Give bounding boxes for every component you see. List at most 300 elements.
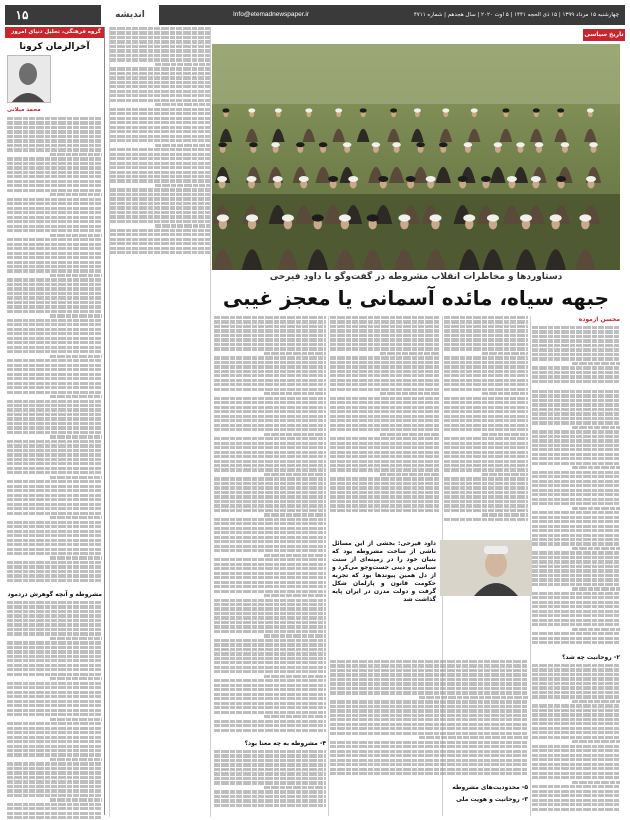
figure-turban bbox=[282, 214, 294, 221]
text-line bbox=[532, 758, 620, 761]
text-line bbox=[532, 551, 620, 554]
text-line bbox=[7, 202, 102, 205]
figure-turban bbox=[328, 176, 338, 182]
article-column-4 bbox=[214, 316, 326, 816]
text-line bbox=[7, 614, 102, 617]
text-line bbox=[214, 504, 326, 507]
figure-turban bbox=[463, 214, 475, 221]
text-line bbox=[330, 410, 440, 413]
figure-turban bbox=[507, 176, 517, 182]
column-tag: گروه فرهنگی، تحلیل دنیای امروز bbox=[5, 27, 104, 38]
text-line bbox=[7, 346, 102, 349]
text-line bbox=[444, 464, 528, 467]
text-line bbox=[532, 664, 620, 667]
text-line bbox=[214, 374, 326, 377]
text-line bbox=[532, 448, 620, 451]
text-line bbox=[532, 390, 620, 393]
text-line bbox=[532, 596, 620, 599]
text-line bbox=[330, 750, 528, 753]
text-line bbox=[444, 455, 528, 458]
figure-turban bbox=[249, 142, 257, 147]
text-line bbox=[214, 428, 326, 431]
text-line bbox=[444, 437, 528, 440]
text-line bbox=[214, 329, 326, 332]
text-line bbox=[214, 702, 326, 705]
figure-turban bbox=[439, 142, 448, 147]
text-line bbox=[7, 570, 102, 573]
text-line bbox=[7, 736, 102, 739]
text-line bbox=[214, 549, 326, 552]
text-line bbox=[330, 660, 528, 663]
text-line bbox=[330, 504, 440, 507]
text-line bbox=[330, 718, 528, 721]
text-line bbox=[330, 495, 440, 498]
text-line bbox=[214, 688, 326, 691]
text-line bbox=[330, 361, 440, 364]
text-line bbox=[214, 347, 326, 350]
text-line bbox=[214, 343, 326, 346]
text-line bbox=[214, 320, 326, 323]
text-line bbox=[444, 415, 528, 418]
text-line bbox=[330, 406, 440, 409]
text-line bbox=[155, 224, 210, 227]
text-line bbox=[330, 754, 528, 757]
text-line bbox=[444, 374, 528, 377]
text-line bbox=[444, 401, 528, 404]
text-line bbox=[482, 433, 528, 436]
text-line bbox=[214, 639, 326, 642]
text-line bbox=[7, 807, 102, 810]
text-line bbox=[7, 467, 102, 470]
text-line bbox=[214, 477, 326, 480]
text-line bbox=[444, 509, 528, 512]
text-line bbox=[444, 424, 528, 427]
text-line bbox=[214, 415, 326, 418]
text-line bbox=[110, 166, 210, 169]
text-line bbox=[214, 316, 326, 319]
text-line bbox=[7, 646, 102, 649]
text-line bbox=[572, 781, 620, 784]
text-line bbox=[532, 344, 620, 347]
text-line bbox=[330, 500, 440, 503]
text-line bbox=[110, 206, 210, 209]
text-line bbox=[214, 455, 326, 458]
text-line bbox=[7, 148, 102, 151]
text-line bbox=[532, 695, 620, 698]
text-line bbox=[214, 325, 326, 328]
text-line bbox=[110, 54, 210, 57]
text-line bbox=[532, 592, 620, 595]
text-line bbox=[214, 536, 326, 539]
text-line bbox=[7, 771, 102, 774]
text-line bbox=[330, 491, 440, 494]
text-line bbox=[330, 768, 528, 771]
text-line bbox=[50, 153, 102, 156]
text-line bbox=[110, 175, 210, 178]
text-line bbox=[7, 767, 102, 770]
text-line bbox=[214, 630, 326, 633]
text-line bbox=[532, 785, 620, 788]
text-line bbox=[532, 511, 620, 514]
text-line bbox=[110, 126, 210, 129]
text-line bbox=[7, 753, 102, 756]
text-line bbox=[50, 637, 102, 640]
text-line bbox=[110, 211, 210, 214]
text-line bbox=[532, 731, 620, 734]
page-number: ۱۵ bbox=[15, 8, 29, 22]
text-line bbox=[532, 330, 620, 333]
subheading-3: ۴- مشروطه به چه معنا بود؟ bbox=[244, 740, 326, 747]
text-line bbox=[110, 233, 210, 236]
text-line bbox=[444, 316, 528, 319]
figure-turban bbox=[458, 176, 468, 182]
text-line bbox=[532, 353, 620, 356]
text-line bbox=[330, 397, 440, 400]
section-label: اندیشه bbox=[101, 5, 159, 25]
figure-turban bbox=[442, 108, 449, 112]
text-line bbox=[532, 601, 620, 604]
text-line bbox=[7, 619, 102, 622]
figure-turban bbox=[390, 108, 397, 112]
text-line bbox=[7, 668, 102, 671]
text-line bbox=[7, 565, 102, 568]
text-line bbox=[110, 242, 210, 245]
text-line bbox=[7, 243, 102, 246]
text-line bbox=[444, 428, 528, 431]
text-line bbox=[7, 135, 102, 138]
text-line bbox=[7, 404, 102, 407]
text-line bbox=[330, 669, 528, 672]
text-line bbox=[264, 433, 326, 436]
text-line bbox=[7, 458, 102, 461]
text-line bbox=[7, 332, 102, 335]
text-line bbox=[532, 538, 620, 541]
text-line bbox=[50, 798, 102, 801]
text-line bbox=[7, 543, 102, 546]
text-line bbox=[7, 745, 102, 748]
text-line bbox=[7, 126, 102, 129]
text-line bbox=[214, 464, 326, 467]
text-line bbox=[110, 27, 210, 30]
text-line bbox=[330, 714, 528, 717]
text-line bbox=[532, 348, 620, 351]
text-line bbox=[214, 451, 326, 454]
text-line bbox=[532, 569, 620, 572]
text-line bbox=[110, 40, 210, 43]
text-line bbox=[214, 670, 326, 673]
text-line bbox=[330, 464, 440, 467]
text-line bbox=[7, 189, 102, 192]
text-line bbox=[532, 453, 620, 456]
text-line bbox=[214, 790, 326, 793]
text-line bbox=[532, 556, 620, 559]
text-line bbox=[7, 794, 102, 797]
text-line bbox=[110, 72, 210, 75]
text-line bbox=[532, 623, 620, 626]
text-line bbox=[330, 763, 528, 766]
text-line bbox=[444, 468, 528, 471]
text-line bbox=[50, 234, 102, 237]
text-line bbox=[110, 229, 210, 232]
text-line bbox=[7, 337, 102, 340]
text-line bbox=[532, 772, 620, 775]
text-line bbox=[7, 198, 102, 201]
figure-turban bbox=[217, 176, 227, 182]
text-line bbox=[50, 516, 102, 519]
text-line bbox=[214, 599, 326, 602]
text-line bbox=[444, 397, 528, 400]
text-line bbox=[532, 565, 620, 568]
text-line bbox=[110, 215, 210, 218]
figure-turban bbox=[367, 214, 379, 221]
text-line bbox=[532, 520, 620, 523]
text-line bbox=[7, 512, 102, 515]
article-column-1 bbox=[532, 316, 620, 816]
text-line bbox=[444, 406, 528, 409]
text-line bbox=[110, 67, 210, 70]
text-line bbox=[7, 252, 102, 255]
text-line bbox=[532, 767, 620, 770]
text-line bbox=[532, 542, 620, 545]
text-line bbox=[264, 786, 326, 789]
text-line bbox=[110, 85, 210, 88]
text-line bbox=[330, 682, 528, 685]
text-line bbox=[532, 686, 620, 689]
text-line bbox=[7, 776, 102, 779]
text-line bbox=[444, 491, 528, 494]
text-line bbox=[214, 711, 326, 714]
figure-turban bbox=[464, 142, 473, 147]
text-line bbox=[214, 370, 326, 373]
text-line bbox=[7, 256, 102, 259]
text-line bbox=[7, 247, 102, 250]
text-line bbox=[532, 489, 620, 492]
text-line bbox=[7, 485, 102, 488]
text-line bbox=[214, 388, 326, 391]
text-line bbox=[532, 421, 620, 424]
text-line bbox=[110, 220, 210, 223]
text-line bbox=[532, 371, 620, 374]
text-line bbox=[444, 460, 528, 463]
text-line bbox=[532, 799, 620, 802]
text-line bbox=[214, 729, 326, 732]
text-line bbox=[110, 162, 210, 165]
text-line bbox=[532, 637, 620, 640]
figure-turban bbox=[471, 108, 478, 112]
text-line bbox=[532, 736, 620, 739]
text-line bbox=[330, 745, 528, 748]
figure-turban bbox=[348, 176, 358, 182]
text-line bbox=[214, 446, 326, 449]
text-line bbox=[214, 531, 326, 534]
figure-turban bbox=[416, 142, 425, 147]
text-line bbox=[7, 216, 102, 219]
pull-quote: داود فیرحی: بخشی از این مسائل ناشی از ساخت مشروطه بود که بنیان خود را در زمینه‌ای از سنت سیاسی و دینی جست‌وجو می‌کرد و از دل همین پیوندها بود که تجربه حکومت قانون و پارلمان شکل گرفت و دولت مدرن در ایران پایه گذاشت شد bbox=[332, 540, 436, 603]
text-line bbox=[532, 502, 620, 505]
text-line bbox=[7, 453, 102, 456]
text-line bbox=[482, 513, 528, 516]
text-line bbox=[264, 352, 326, 355]
text-line bbox=[110, 112, 210, 115]
text-line bbox=[380, 392, 441, 395]
text-line bbox=[330, 343, 440, 346]
text-line bbox=[214, 572, 326, 575]
figure-turban bbox=[430, 214, 442, 221]
figure-turban bbox=[481, 176, 491, 182]
figure-turban bbox=[248, 108, 255, 112]
text-line bbox=[214, 720, 326, 723]
text-line bbox=[330, 347, 440, 350]
text-line bbox=[330, 700, 528, 703]
text-line bbox=[110, 148, 210, 151]
text-line bbox=[7, 408, 102, 411]
text-line bbox=[7, 471, 102, 474]
text-line bbox=[214, 679, 326, 682]
text-line bbox=[110, 139, 210, 142]
text-line bbox=[572, 362, 620, 365]
figure-turban bbox=[217, 214, 229, 221]
author-photo bbox=[7, 55, 51, 103]
column-title: آخرالزمان کرونا bbox=[19, 42, 90, 52]
text-line bbox=[532, 709, 620, 712]
text-line bbox=[214, 401, 326, 404]
text-line bbox=[7, 655, 102, 658]
text-line bbox=[110, 99, 210, 102]
text-line bbox=[7, 785, 102, 788]
text-line bbox=[7, 686, 102, 689]
text-line bbox=[532, 366, 620, 369]
text-line bbox=[214, 356, 326, 359]
text-line bbox=[50, 314, 102, 317]
text-line bbox=[7, 601, 102, 604]
text-line bbox=[532, 380, 620, 383]
text-line bbox=[330, 455, 440, 458]
text-line bbox=[214, 468, 326, 471]
text-line bbox=[532, 574, 620, 577]
text-line bbox=[7, 682, 102, 685]
text-line bbox=[444, 486, 528, 489]
text-line bbox=[572, 740, 620, 743]
text-line bbox=[330, 419, 440, 422]
text-line bbox=[532, 394, 620, 397]
text-line bbox=[7, 494, 102, 497]
text-line bbox=[214, 804, 326, 807]
text-line bbox=[214, 777, 326, 780]
text-line bbox=[155, 103, 210, 106]
text-line bbox=[7, 789, 102, 792]
text-line bbox=[214, 397, 326, 400]
text-line bbox=[7, 296, 102, 299]
text-line bbox=[532, 430, 620, 433]
text-line bbox=[214, 563, 326, 566]
text-line bbox=[7, 328, 102, 331]
figure-turban bbox=[494, 142, 503, 147]
figure-turban bbox=[561, 142, 570, 147]
figure-turban bbox=[378, 176, 388, 182]
text-line bbox=[7, 780, 102, 783]
text-line bbox=[532, 408, 620, 411]
text-line bbox=[214, 558, 326, 561]
text-line bbox=[7, 175, 102, 178]
text-line bbox=[572, 628, 620, 631]
figure-turban bbox=[550, 214, 562, 221]
text-line bbox=[330, 723, 528, 726]
text-line bbox=[110, 135, 210, 138]
figure-turban bbox=[218, 142, 227, 147]
text-line bbox=[532, 614, 620, 617]
text-line bbox=[264, 715, 326, 718]
text-line bbox=[50, 556, 102, 559]
text-line bbox=[532, 763, 620, 766]
text-line bbox=[7, 749, 102, 752]
text-line bbox=[50, 435, 102, 438]
text-line bbox=[7, 287, 102, 290]
text-line bbox=[532, 471, 620, 474]
interviewee-photo bbox=[440, 540, 532, 596]
text-line bbox=[444, 338, 528, 341]
text-line bbox=[7, 166, 102, 169]
text-line bbox=[7, 812, 102, 815]
text-line bbox=[214, 693, 326, 696]
text-line bbox=[214, 410, 326, 413]
text-line bbox=[110, 108, 210, 111]
historical-group-photo bbox=[212, 44, 620, 270]
text-line bbox=[7, 816, 102, 819]
text-line bbox=[532, 444, 620, 447]
text-line bbox=[419, 696, 528, 699]
text-line bbox=[330, 678, 528, 681]
text-line bbox=[444, 365, 528, 368]
text-line bbox=[214, 338, 326, 341]
text-line bbox=[110, 171, 210, 174]
text-line bbox=[330, 325, 440, 328]
text-line bbox=[110, 31, 210, 34]
opinion-column bbox=[5, 27, 105, 815]
text-line bbox=[214, 590, 326, 593]
text-line bbox=[7, 400, 102, 403]
text-line bbox=[7, 220, 102, 223]
text-line bbox=[7, 650, 102, 653]
text-line bbox=[7, 552, 102, 555]
contact-email[interactable]: Info@etemadnewspaper.ir bbox=[233, 11, 309, 18]
text-line bbox=[214, 419, 326, 422]
text-line bbox=[330, 365, 440, 368]
text-line bbox=[7, 700, 102, 703]
text-line bbox=[7, 269, 102, 272]
text-line bbox=[7, 382, 102, 385]
text-line bbox=[444, 347, 528, 350]
text-line bbox=[572, 700, 620, 703]
text-line bbox=[330, 709, 528, 712]
text-line bbox=[7, 462, 102, 465]
text-line bbox=[214, 684, 326, 687]
figure-turban bbox=[579, 214, 591, 221]
text-line bbox=[7, 521, 102, 524]
author-box bbox=[5, 55, 104, 113]
text-line bbox=[110, 247, 210, 250]
text-line bbox=[444, 329, 528, 332]
text-line bbox=[7, 713, 102, 716]
column-body bbox=[5, 117, 104, 587]
text-line bbox=[7, 610, 102, 613]
text-line bbox=[7, 498, 102, 501]
figure-turban bbox=[406, 176, 416, 182]
text-line bbox=[532, 326, 620, 329]
text-line bbox=[7, 364, 102, 367]
text-line bbox=[7, 803, 102, 806]
text-line bbox=[214, 763, 326, 766]
text-line bbox=[444, 370, 528, 373]
